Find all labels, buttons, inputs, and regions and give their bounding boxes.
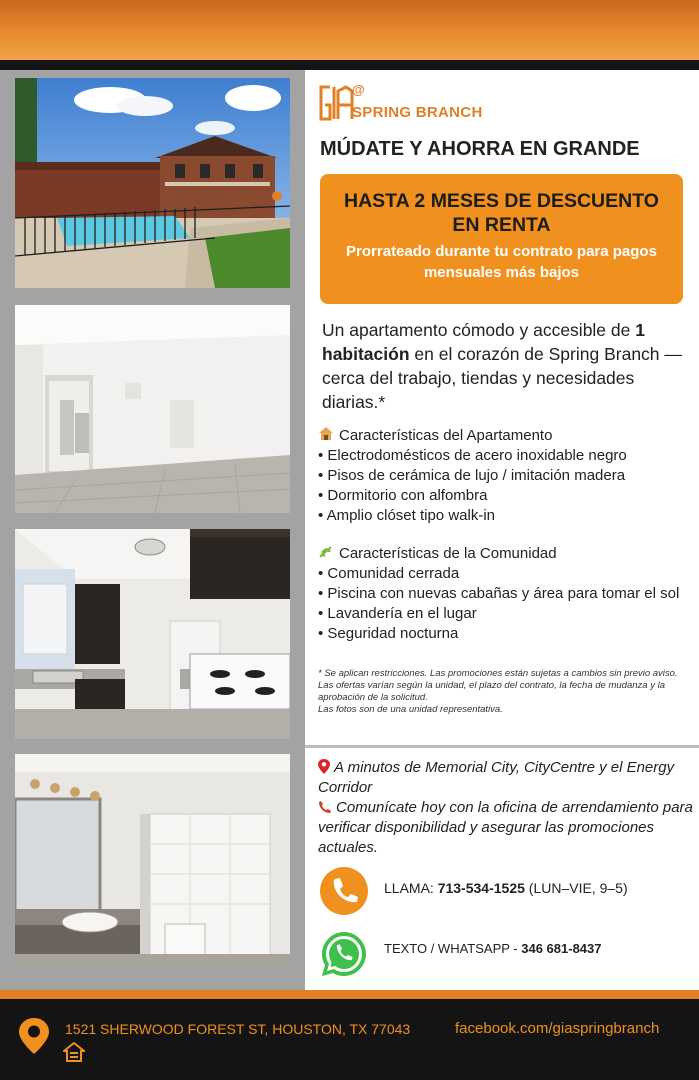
whatsapp-line[interactable] <box>384 941 602 956</box>
promo-box <box>320 174 683 304</box>
house-icon <box>318 426 334 446</box>
brand-name: SPRING BRANCH <box>352 104 483 121</box>
pool-exterior-photo <box>15 78 290 288</box>
map-pin-icon <box>18 1018 50 1054</box>
location-text: A minutos de Memorial City, CityCentre y el Energy Corridor <box>318 759 675 796</box>
apartment-features-title: Características del Apartamento <box>339 427 553 444</box>
list-item: • Dormitorio con alfombra <box>318 487 488 504</box>
list-item: • Amplio clóset tipo walk-in <box>318 507 495 524</box>
list-item: • Piscina con nuevas cabañas y área para tomar el sol <box>318 585 680 602</box>
herb-icon <box>318 544 334 564</box>
promo-title: HASTA 2 MESES DE DESCUENTO EN RENTA <box>344 190 659 236</box>
top-banner <box>0 0 699 60</box>
footer-address: 1521 SHERWOOD FOREST ST, HOUSTON, TX 77043 <box>65 1021 411 1037</box>
phone-label: LLAMA: <box>384 880 438 896</box>
phone-icon[interactable] <box>320 867 368 915</box>
gia-logo-icon <box>318 83 354 123</box>
facebook-link[interactable]: facebook.com/giaspringbranch <box>455 1020 660 1037</box>
intro-text-1: Un apartamento cómodo y accesible de <box>322 320 636 340</box>
kitchen-photo <box>15 529 290 739</box>
community-features-heading <box>318 544 693 564</box>
phone-line[interactable] <box>384 880 628 896</box>
fine-print-line: * Se aplican restricciones. Las promociones están sujetas a cambios sin previo aviso. <box>318 668 678 679</box>
telephone-icon <box>318 799 336 816</box>
footer-accent-strip <box>0 990 699 999</box>
intro-text-2: en el corazón de Spring Branch — cerca del trabajo, tiendas y necesidades diarias.* <box>322 344 682 412</box>
top-dark-strip <box>0 60 699 70</box>
headline: MÚDATE Y AHORRA EN GRANDE <box>320 138 640 160</box>
list-item: • Lavandería en el lugar <box>318 605 477 622</box>
bathroom-photo <box>15 754 290 964</box>
apartment-features-heading <box>318 426 693 446</box>
apartment-features <box>318 426 693 526</box>
footer <box>0 999 699 1080</box>
section-divider <box>305 745 699 748</box>
living-room-photo <box>15 305 290 513</box>
equal-housing-icon <box>63 1042 85 1062</box>
list-item: • Seguridad nocturna <box>318 625 459 642</box>
logo-at-symbol: @ <box>352 82 365 97</box>
fine-print-line: Las fotos son de una unidad representativa. <box>318 704 503 715</box>
intro-paragraph <box>322 318 690 414</box>
list-item: • Pisos de cerámica de lujo / imitación madera <box>318 467 626 484</box>
intro-bold: 1 habitación <box>322 320 645 364</box>
list-item: • Comunidad cerrada <box>318 565 460 582</box>
contact-text: Comunícate hoy con la oficina de arrendamiento para verificar disponibilidad y asegurar las promociones actuales. <box>318 799 693 856</box>
contact-note <box>318 798 693 858</box>
fine-print-line: Las ofertas varían según la unidad, el plazo del contrato, la fecha de mudanza y la aprobación de la solicitud. <box>318 680 665 703</box>
whatsapp-icon[interactable] <box>318 928 370 980</box>
location-pin-icon <box>318 759 334 776</box>
phone-number[interactable]: 713-534-1525 <box>437 880 525 896</box>
community-features-title: Características de la Comunidad <box>339 545 557 562</box>
location-note <box>318 758 693 798</box>
phone-hours: (LUN–VIE, 9–5) <box>524 880 628 896</box>
list-item: • Electrodomésticos de acero inoxidable negro <box>318 447 627 464</box>
whatsapp-number[interactable]: 346 681-8437 <box>521 941 602 956</box>
promo-subtitle: Prorrateado durante tu contrato para pagos mensuales más bajos <box>346 243 657 281</box>
community-features <box>318 544 693 644</box>
whatsapp-label: TEXTO / WHATSAPP - <box>384 941 522 956</box>
fine-print <box>318 668 688 716</box>
